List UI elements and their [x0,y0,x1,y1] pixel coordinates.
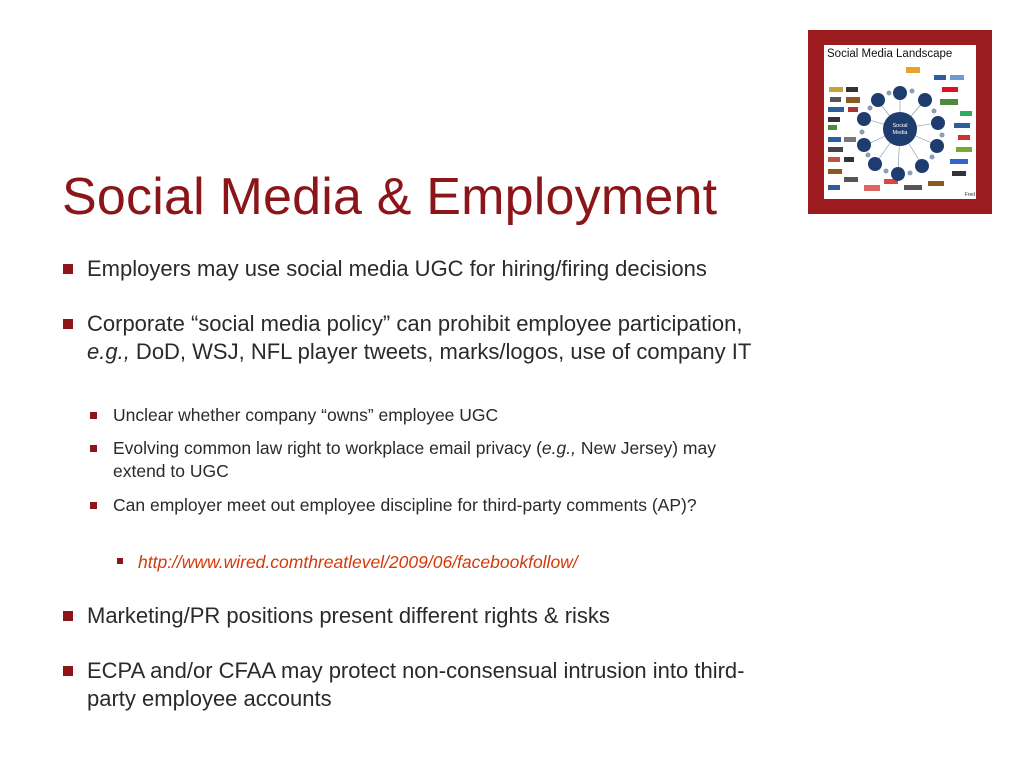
bullet-employers-ugc: Employers may use social media UGC for hiring/firing decisions [87,256,707,281]
wired-article-link[interactable]: http://www.wired.comthreatlevel/2009/06/facebookfollow/ [138,552,578,572]
svg-text:Media: Media [892,130,908,136]
sub-bullet-marker [90,445,97,452]
slide-title: Social Media & Employment [62,168,718,226]
bullet-marketing-pr: Marketing/PR positions present different rights & risks [87,603,610,628]
bullet-marker [63,611,73,621]
landscape-diagram [824,45,976,199]
bullet-ecpa-cfaa: ECPA and/or CFAA may protect non-consensual intrusion into third-party employee accounts [87,658,745,711]
center-node [883,112,917,146]
sub-sub-bullet-marker [117,558,123,564]
bullet-marker [63,319,73,329]
sub-bullet-marker [90,502,97,509]
bullet-marker [63,264,73,274]
bullet-corporate-policy: Corporate “social media policy” can prohibit employee participation, e.g., DoD, WSJ, NFL player tweets, marks/logos, use of company IT [87,311,752,364]
sub-bullet-ownership: Unclear whether company “owns” employee UGC [113,405,499,425]
sub-bullet-email-privacy: Evolving common law right to workplace email privacy (e.g., New Jersey) may extend to UGC [113,438,716,481]
landscape-image [824,45,976,199]
thumbnail-title: Social Media Landscape [827,48,953,60]
thumbnail-credit: Fred [964,192,975,198]
center-node-label: Social [892,123,908,129]
bullet-marker [63,666,73,676]
sub-bullet-marker [90,412,97,419]
sub-bullet-discipline: Can employer meet out employee discipline for third-party comments (AP)? [113,495,697,515]
social-media-landscape-thumbnail [808,30,992,214]
